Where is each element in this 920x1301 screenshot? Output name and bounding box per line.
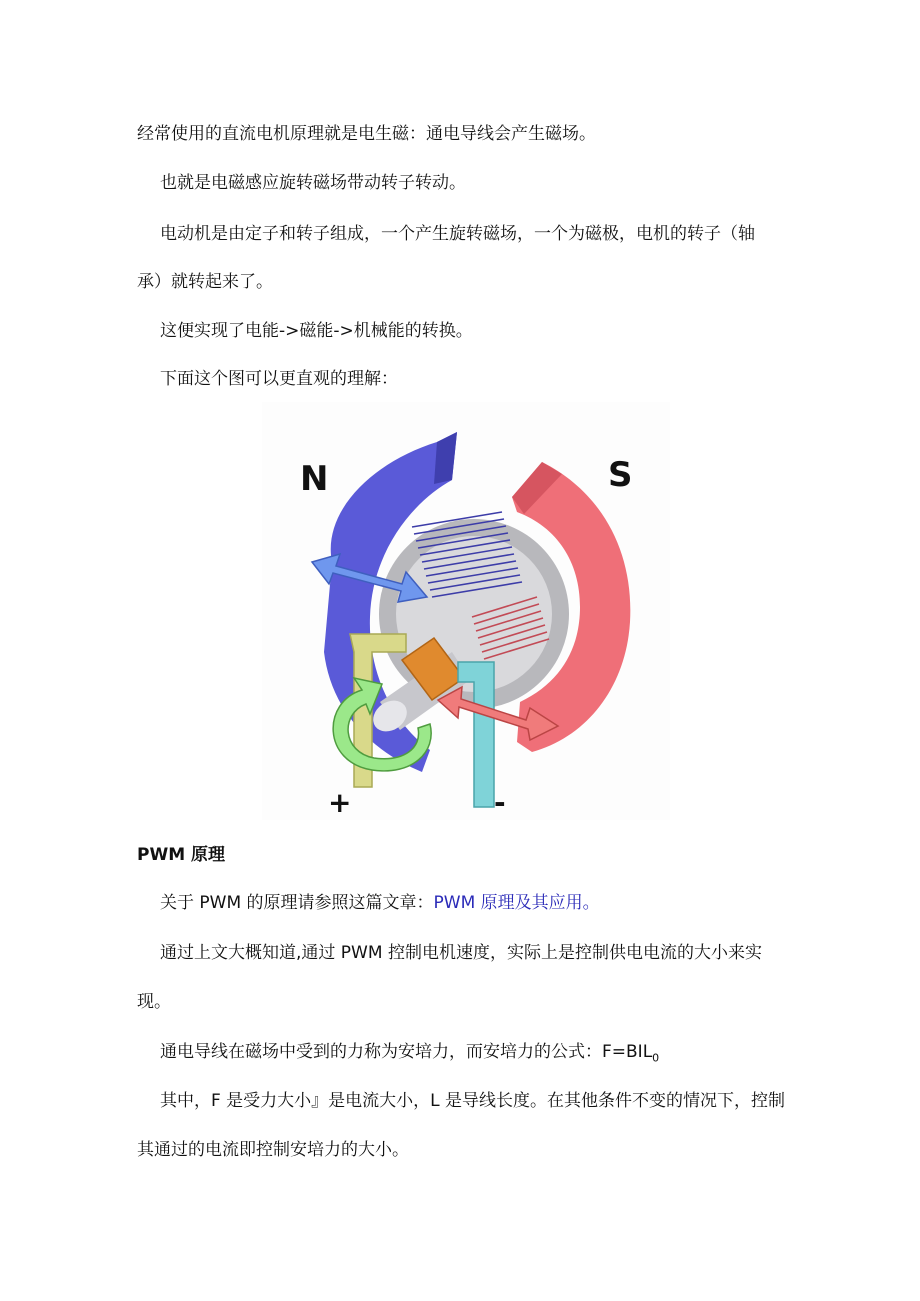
label-plus: + bbox=[328, 786, 352, 819]
paragraph-text: 经常使用的直流电机原理就是电生磁：通电导线会产生磁场。 bbox=[137, 124, 596, 144]
paragraph-text: 电动机是由定子和转子组成，一个产生旋转磁场，一个为磁极，电机的转子（轴 bbox=[160, 224, 755, 244]
label-minus: - bbox=[494, 786, 506, 819]
pwm-article-link[interactable]: PWM 原理及其应用。 bbox=[433, 893, 600, 913]
formula-text: 通电导线在磁场中受到的力称为安培力，而安培力的公式：F=BIL bbox=[160, 1042, 653, 1062]
paragraph-text: 下面这个图可以更直观的理解： bbox=[160, 369, 398, 389]
label-north: N bbox=[300, 459, 329, 499]
paragraph-text: 其通过的电流即控制安培力的大小。 bbox=[137, 1140, 409, 1160]
motor-diagram bbox=[262, 402, 670, 820]
paragraph-text: 也就是电磁感应旋转磁场带动转子转动。 bbox=[160, 173, 466, 193]
paragraph-text: 通过上文大概知道,通过 PWM 控制电机速度，实际上是控制供电电流的大小来实 bbox=[160, 943, 762, 963]
paragraph-text bbox=[160, 1041, 659, 1069]
paragraph-text: 其中，F 是受力大小』是电流大小，L 是导线长度。在其他条件不变的情况下，控制 bbox=[160, 1091, 786, 1111]
formula-subscript: 0 bbox=[652, 1051, 660, 1065]
section-heading: PWM 原理 bbox=[137, 845, 226, 865]
label-south: S bbox=[608, 455, 633, 495]
paragraph-text: 这便实现了电能->磁能->机械能的转换。 bbox=[160, 321, 473, 341]
paragraph-text bbox=[160, 892, 600, 914]
intro-text: 关于 PWM 的原理请参照这篇文章： bbox=[160, 893, 434, 913]
paragraph-text: 承）就转起来了。 bbox=[137, 272, 273, 292]
paragraph-text: 现。 bbox=[137, 992, 171, 1012]
